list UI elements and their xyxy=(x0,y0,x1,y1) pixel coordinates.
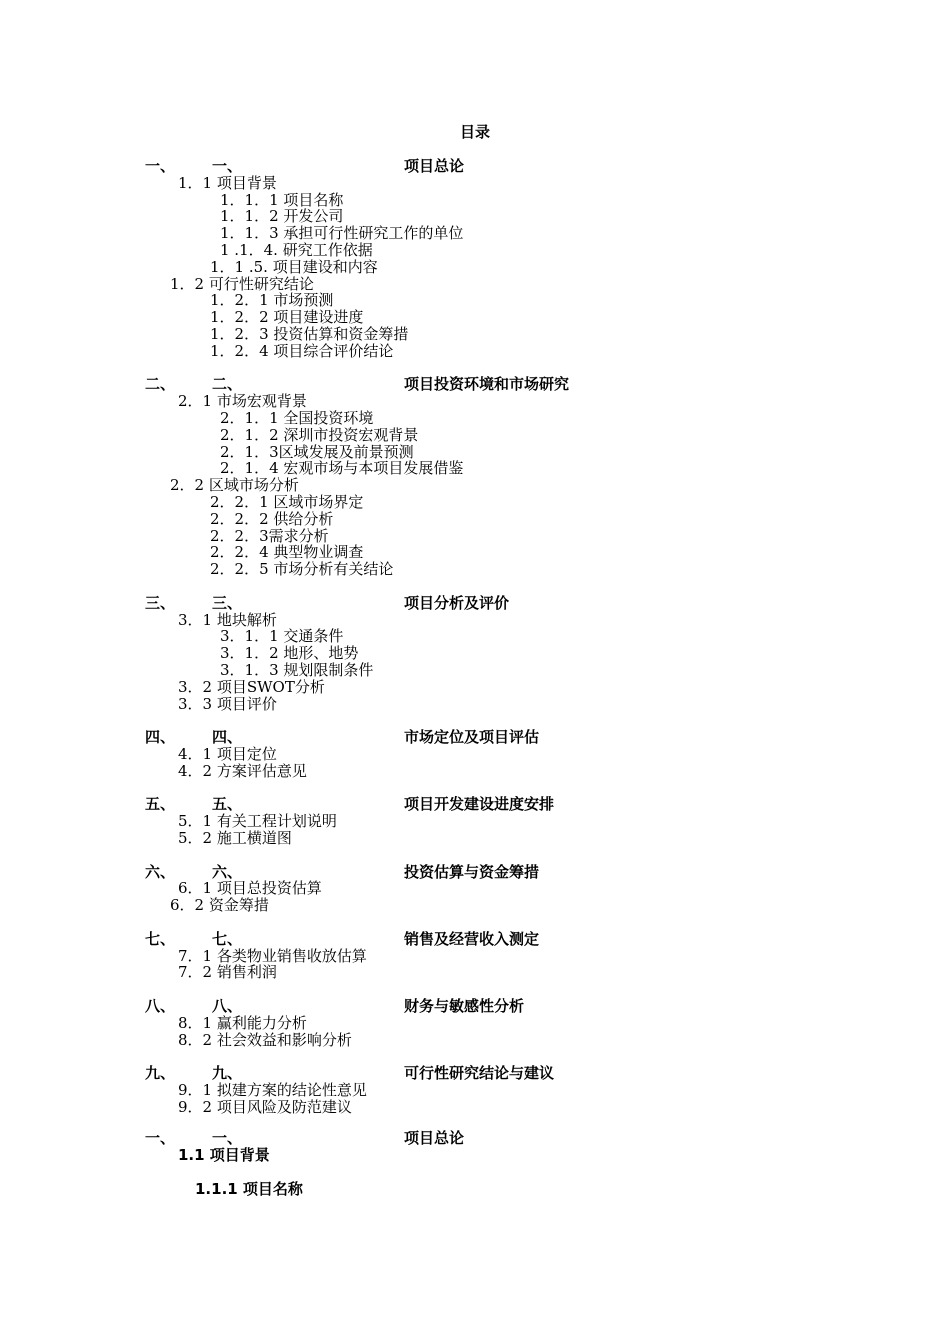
toc-chapter-number-repeat: 九、 xyxy=(212,1064,243,1082)
toc-subsection-entry[interactable]: 1．1 .5. 项目建设和内容 xyxy=(210,258,378,276)
toc-section-entry[interactable]: 3．2 项目SWOT分析 xyxy=(178,678,325,696)
toc-section-entry[interactable]: 5．2 施工横道图 xyxy=(178,829,292,847)
toc-section-entry[interactable]: 1．1 项目背景 xyxy=(178,174,277,192)
toc-chapter-number: 九、 xyxy=(145,1064,176,1082)
toc-section-entry[interactable]: 6．1 项目总投资估算 xyxy=(178,879,322,897)
toc-chapter-number-repeat: 八、 xyxy=(212,997,243,1015)
toc-subsection-entry[interactable]: 1．2．3 投资估算和资金筹措 xyxy=(210,325,409,343)
toc-chapter-number: 七、 xyxy=(145,930,176,948)
toc-subsection-entry[interactable]: 2．1．3区域发展及前景预测 xyxy=(220,443,414,461)
toc-chapter-number: 三、 xyxy=(145,594,176,612)
toc-chapter-number: 八、 xyxy=(145,997,176,1015)
toc-section-entry[interactable]: 8．1 赢利能力分析 xyxy=(178,1014,307,1032)
toc-subsection-entry[interactable]: 2．1．4 宏观市场与本项目发展借鉴 xyxy=(220,459,464,477)
toc-section-entry[interactable]: 2．1 市场宏观背景 xyxy=(178,392,307,410)
toc-subsection-entry[interactable]: 1．1．1 项目名称 xyxy=(220,191,344,209)
toc-title: 目录 xyxy=(460,123,491,141)
toc-subsection-entry[interactable]: 2．2．4 典型物业调查 xyxy=(210,543,364,561)
toc-chapter-number: 一、 xyxy=(145,157,176,175)
toc-chapter-title[interactable]: 项目总论 xyxy=(404,157,465,175)
toc-section-entry[interactable]: 9．1 拟建方案的结论性意见 xyxy=(178,1081,367,1099)
toc-chapter-title[interactable]: 投资估算与资金筹措 xyxy=(404,863,540,881)
toc-chapter-number-repeat: 六、 xyxy=(212,863,243,881)
toc-chapter-number-repeat: 二、 xyxy=(212,375,243,393)
toc-chapter-title[interactable]: 财务与敏感性分析 xyxy=(404,997,525,1015)
toc-chapter-title[interactable]: 项目投资环境和市场研究 xyxy=(404,375,570,393)
toc-subsection-entry[interactable]: 1．2．2 项目建设进度 xyxy=(210,308,364,326)
toc-subsection-entry[interactable]: 1．2．1 市场预测 xyxy=(210,291,334,309)
toc-subsection-entry[interactable]: 2．2．2 供给分析 xyxy=(210,510,334,528)
toc-chapter-number: 二、 xyxy=(145,375,176,393)
toc-section-entry[interactable]: 8．2 社会效益和影响分析 xyxy=(178,1031,352,1049)
body-section-heading: 1.1 项目背景 xyxy=(178,1146,270,1164)
toc-subsection-entry[interactable]: 1．1．3 承担可行性研究工作的单位 xyxy=(220,224,464,242)
toc-subsection-entry[interactable]: 2．2．3需求分析 xyxy=(210,527,329,545)
toc-subsection-entry[interactable]: 2．2．1 区域市场界定 xyxy=(210,493,364,511)
toc-subsection-entry[interactable]: 1．1．2 开发公司 xyxy=(220,207,344,225)
toc-section-entry[interactable]: 5．1 有关工程计划说明 xyxy=(178,812,337,830)
toc-chapter-title[interactable]: 销售及经营收入测定 xyxy=(404,930,540,948)
toc-chapter-title[interactable]: 可行性研究结论与建议 xyxy=(404,1064,555,1082)
toc-subsection-entry[interactable]: 3．1．2 地形、地势 xyxy=(220,644,359,662)
toc-subsection-entry[interactable]: 3．1．3 规划限制条件 xyxy=(220,661,374,679)
toc-chapter-number-repeat: 三、 xyxy=(212,594,243,612)
body-chapter-number-repeat: 一、 xyxy=(212,1129,243,1147)
toc-chapter-number: 六、 xyxy=(145,863,176,881)
toc-section-entry[interactable]: 4．2 方案评估意见 xyxy=(178,762,307,780)
toc-section-entry[interactable]: 7．1 各类物业销售收放估算 xyxy=(178,947,367,965)
toc-section-entry[interactable]: 2．2 区域市场分析 xyxy=(170,476,299,494)
toc-chapter-number-repeat: 七、 xyxy=(212,930,243,948)
toc-chapter-title[interactable]: 项目开发建设进度安排 xyxy=(404,795,555,813)
toc-chapter-number: 四、 xyxy=(145,728,176,746)
toc-chapter-title[interactable]: 市场定位及项目评估 xyxy=(404,728,540,746)
toc-subsection-entry[interactable]: 2．1．1 全国投资环境 xyxy=(220,409,374,427)
toc-subsection-entry[interactable]: 2．2．5 市场分析有关结论 xyxy=(210,560,394,578)
toc-chapter-number-repeat: 五、 xyxy=(212,795,243,813)
toc-section-entry[interactable]: 4．1 项目定位 xyxy=(178,745,277,763)
toc-section-entry[interactable]: 1．2 可行性研究结论 xyxy=(170,275,314,293)
body-subsection-heading: 1.1.1 项目名称 xyxy=(195,1180,303,1198)
toc-section-entry[interactable]: 7．2 销售利润 xyxy=(178,963,277,981)
toc-subsection-entry[interactable]: 2．1．2 深圳市投资宏观背景 xyxy=(220,426,419,444)
toc-section-entry[interactable]: 3．3 项目评价 xyxy=(178,695,277,713)
toc-section-entry[interactable]: 9．2 项目风险及防范建议 xyxy=(178,1098,352,1116)
toc-subsection-entry[interactable]: 1 .1．4. 研究工作依据 xyxy=(220,241,373,259)
toc-chapter-number-repeat: 四、 xyxy=(212,728,243,746)
body-chapter-number: 一、 xyxy=(145,1129,176,1147)
toc-subsection-entry[interactable]: 3．1．1 交通条件 xyxy=(220,627,344,645)
toc-subsection-entry[interactable]: 1．2．4 项目综合评价结论 xyxy=(210,342,394,360)
toc-section-entry[interactable]: 3．1 地块解析 xyxy=(178,611,277,629)
toc-section-entry[interactable]: 6．2 资金筹措 xyxy=(170,896,269,914)
toc-chapter-number-repeat: 一、 xyxy=(212,157,243,175)
toc-chapter-number: 五、 xyxy=(145,795,176,813)
toc-chapter-title[interactable]: 项目分析及评价 xyxy=(404,594,510,612)
body-chapter-title: 项目总论 xyxy=(404,1129,465,1147)
